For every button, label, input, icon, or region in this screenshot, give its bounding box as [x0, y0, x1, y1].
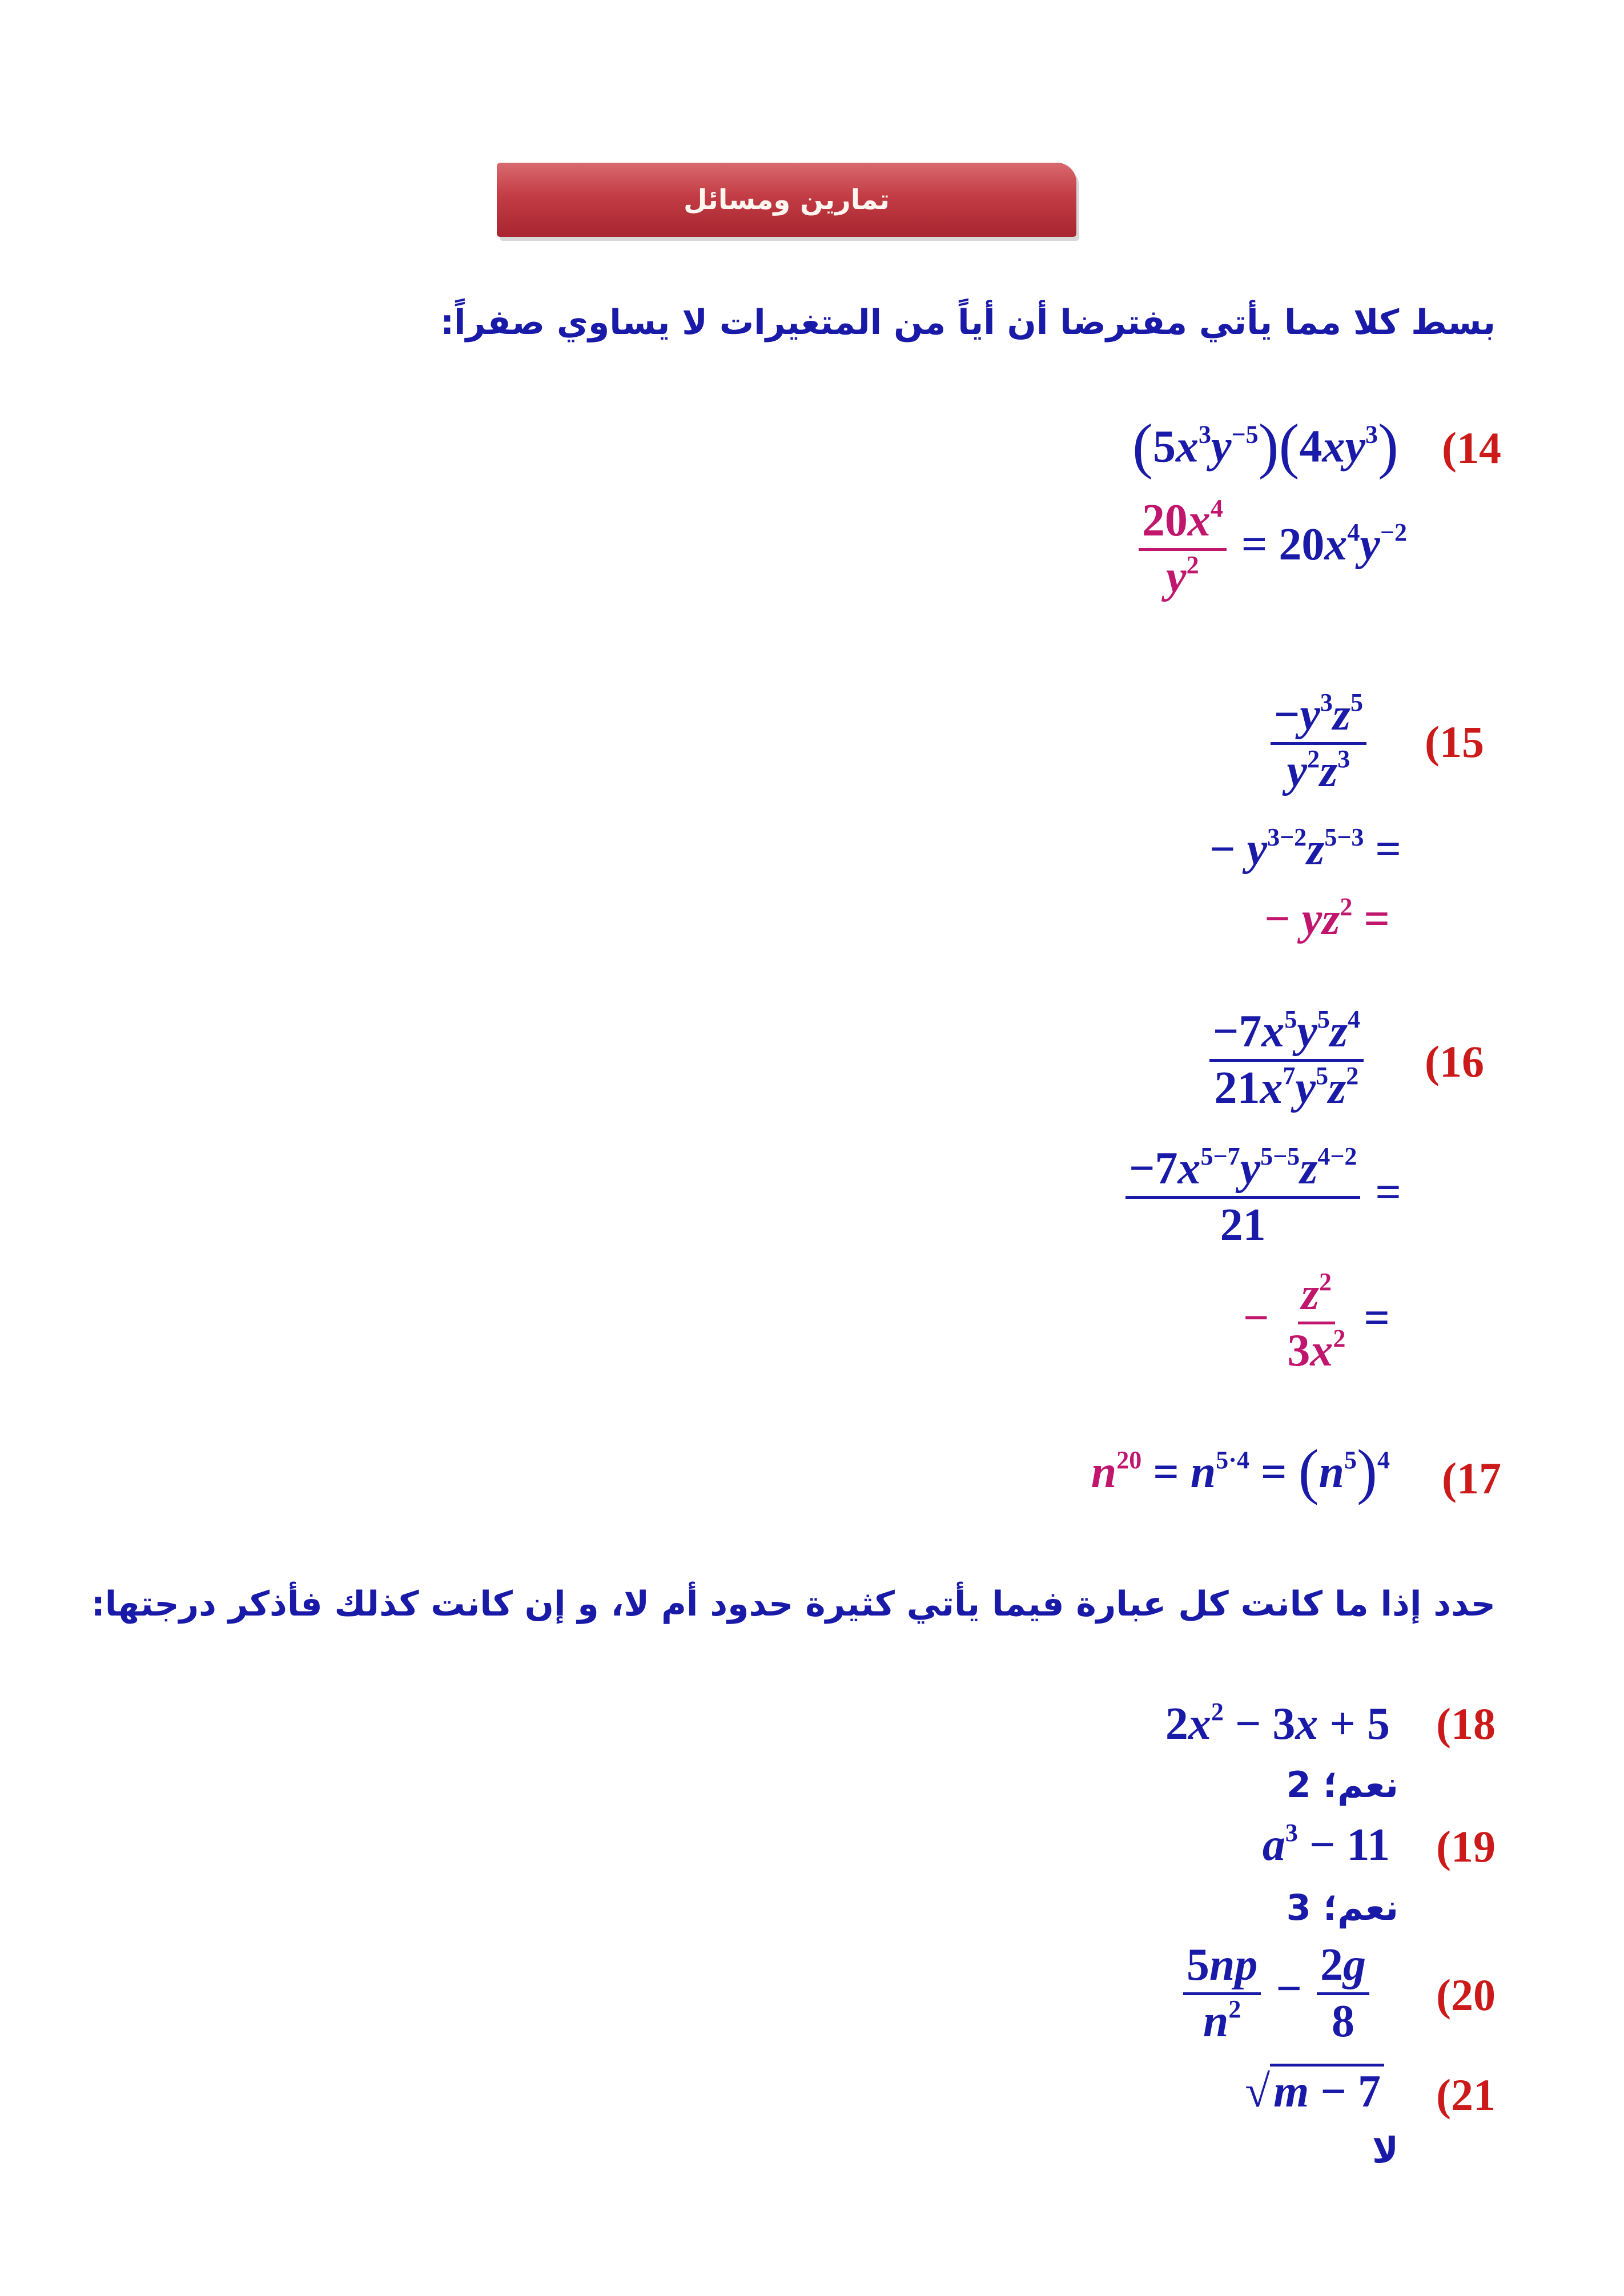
- problem-17-expression: $n^{20} = n^{5\cdot 4} = (n^5)^4$: [1091, 1438, 1390, 1506]
- problem-14-number: (14: [1442, 423, 1501, 473]
- instruction-polynomial: حدد إذا ما كانت كل عبارة فيما يأتي كثيرة حدود أم لا، و إن كانت كذلك فأذكر درجتها:: [91, 1584, 1496, 1624]
- problem-21-answer: لا: [1372, 2129, 1398, 2171]
- section-banner: [497, 163, 1076, 237]
- problem-15-number: (15: [1425, 717, 1484, 767]
- problem-16-step-1: $\frac{-7x^{5-7}y^{5-5}z^{4-2}}{21}$ =: [1122, 1145, 1401, 1249]
- problem-16-result: − $\frac{z^2}{3x^2}$ =: [1243, 1268, 1390, 1376]
- problem-19-answer: نعم؛ 3: [1286, 1887, 1398, 1928]
- problem-16-expression: $\frac{-7x^5y^5z^4}{21x^7y^5z^2}$: [1206, 1008, 1367, 1112]
- problem-14-expression: $(5x^3y^{-5})(4xy^3)$: [1132, 412, 1398, 480]
- problem-19-number: (19: [1436, 1822, 1496, 1871]
- problem-20-number: (20: [1436, 1970, 1496, 2020]
- problem-20-expression: $\frac{5np}{n^2}$ − $\frac{2g}{8}$: [1180, 1941, 1373, 2045]
- problem-19-expression: $a^3 - 11$: [1262, 1819, 1390, 1870]
- problem-15-result: − $yz^2$ =: [1264, 893, 1390, 944]
- problem-15-expression: $\frac{-y^3z^5}{y^2z^3}$: [1267, 691, 1370, 795]
- problem-18-expression: $2x^2 - 3x + 5$: [1165, 1698, 1390, 1749]
- problem-21-number: (21: [1436, 2070, 1496, 2120]
- problem-14-fraction: $\frac{20x^4}{y^2}$: [1139, 497, 1227, 601]
- problem-17-number: (17: [1442, 1453, 1501, 1503]
- problem-16-number: (16: [1425, 1037, 1484, 1086]
- problem-18-number: (18: [1436, 1699, 1496, 1749]
- problem-21-expression: [1245, 2064, 1384, 2117]
- radical-sign: √m − 7: [1245, 2064, 1384, 2114]
- problem-14-solution: $\frac{20x^4}{y^2}$ = $20x^4y^{-2}$: [1135, 497, 1407, 601]
- instruction-simplify: بسط كلا مما يأتي مفترضا أن أياً من المتغيرات لا يساوي صفراً:: [440, 303, 1496, 343]
- problem-18-answer: نعم؛ 2: [1286, 1764, 1398, 1806]
- section-title: تمارين ومسائل: [683, 184, 890, 216]
- problem-15-step-1: − $y^{3-2}z^{5-3}$ =: [1209, 823, 1401, 875]
